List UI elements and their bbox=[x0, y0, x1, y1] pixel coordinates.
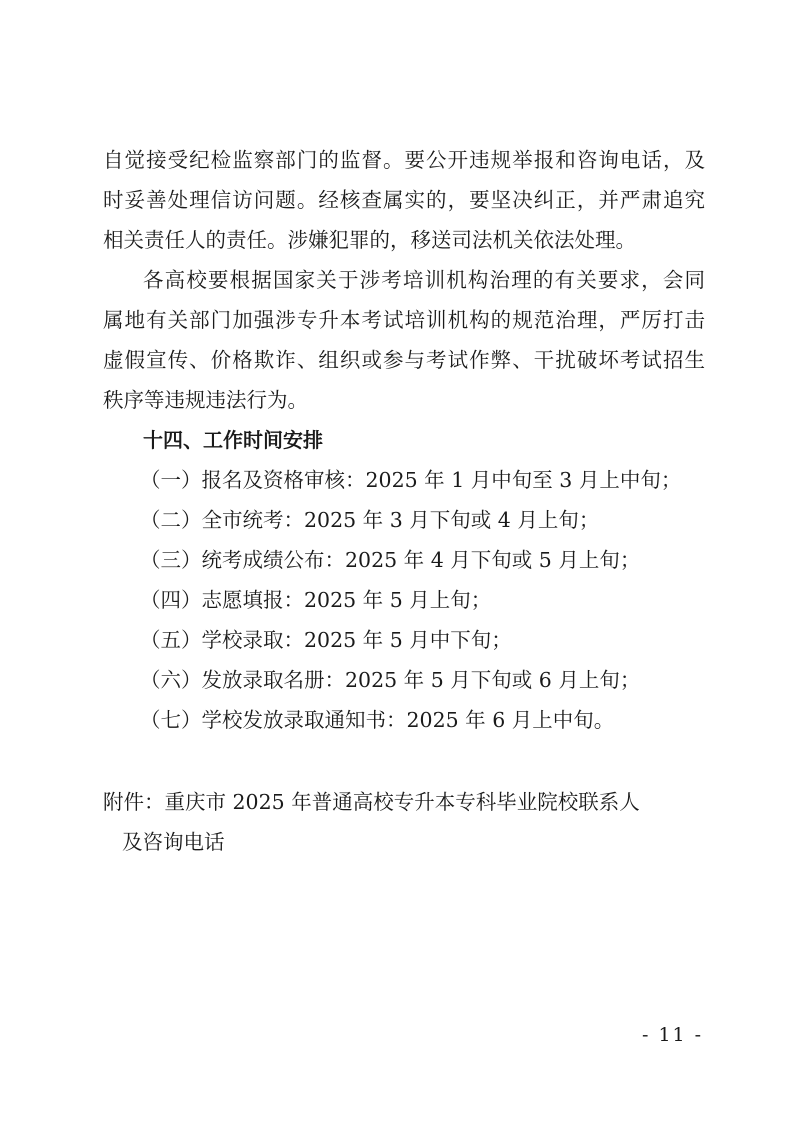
paragraph-2-line-2: 属地有关部门加强涉专升本考试培训机构的规范治理，严厉打击 bbox=[103, 308, 705, 332]
section-heading: 十四、工作时间安排 bbox=[143, 428, 323, 452]
schedule-item-1: （一）报名及资格审核：2025 年 1 月中旬至 3 月上中旬； bbox=[140, 468, 682, 492]
paragraph-2-line-3: 虚假宣传、价格欺诈、组织或参与考试作弊、干扰破坏考试招生 bbox=[103, 348, 705, 372]
schedule-item-7: （七）学校发放录取通知书：2025 年 6 月上中旬。 bbox=[140, 708, 615, 732]
attachment-line-2: 及咨询电话 bbox=[122, 830, 225, 854]
paragraph-2-line-4: 秩序等违规违法行为。 bbox=[103, 388, 308, 412]
schedule-item-6: （六）发放录取名册：2025 年 5 月下旬或 6 月上旬； bbox=[140, 668, 641, 692]
schedule-item-4: （四）志愿填报：2025 年 5 月上旬； bbox=[140, 588, 492, 612]
schedule-item-2: （二）全市统考：2025 年 3 月下旬或 4 月上旬； bbox=[140, 508, 600, 532]
schedule-item-5: （五）学校录取：2025 年 5 月中下旬； bbox=[140, 628, 512, 652]
paragraph-1-line-3: 相关责任人的责任。涉嫌犯罪的，移送司法机关依法处理。 bbox=[103, 228, 636, 252]
page-number: - 11 - bbox=[642, 1024, 704, 1046]
schedule-item-3: （三）统考成绩公布：2025 年 4 月下旬或 5 月上旬； bbox=[140, 548, 641, 572]
paragraph-2-line-1: 各高校要根据国家关于涉考培训机构治理的有关要求，会同 bbox=[143, 268, 705, 292]
attachment-line-1: 附件：重庆市 2025 年普通高校专升本专科毕业院校联系人 bbox=[103, 790, 640, 814]
paragraph-1-line-2: 时妥善处理信访问题。经核查属实的，要坚决纠正，并严肃追究 bbox=[103, 188, 705, 212]
paragraph-1-line-1: 自觉接受纪检监察部门的监督。要公开违规举报和咨询电话，及 bbox=[103, 148, 705, 172]
